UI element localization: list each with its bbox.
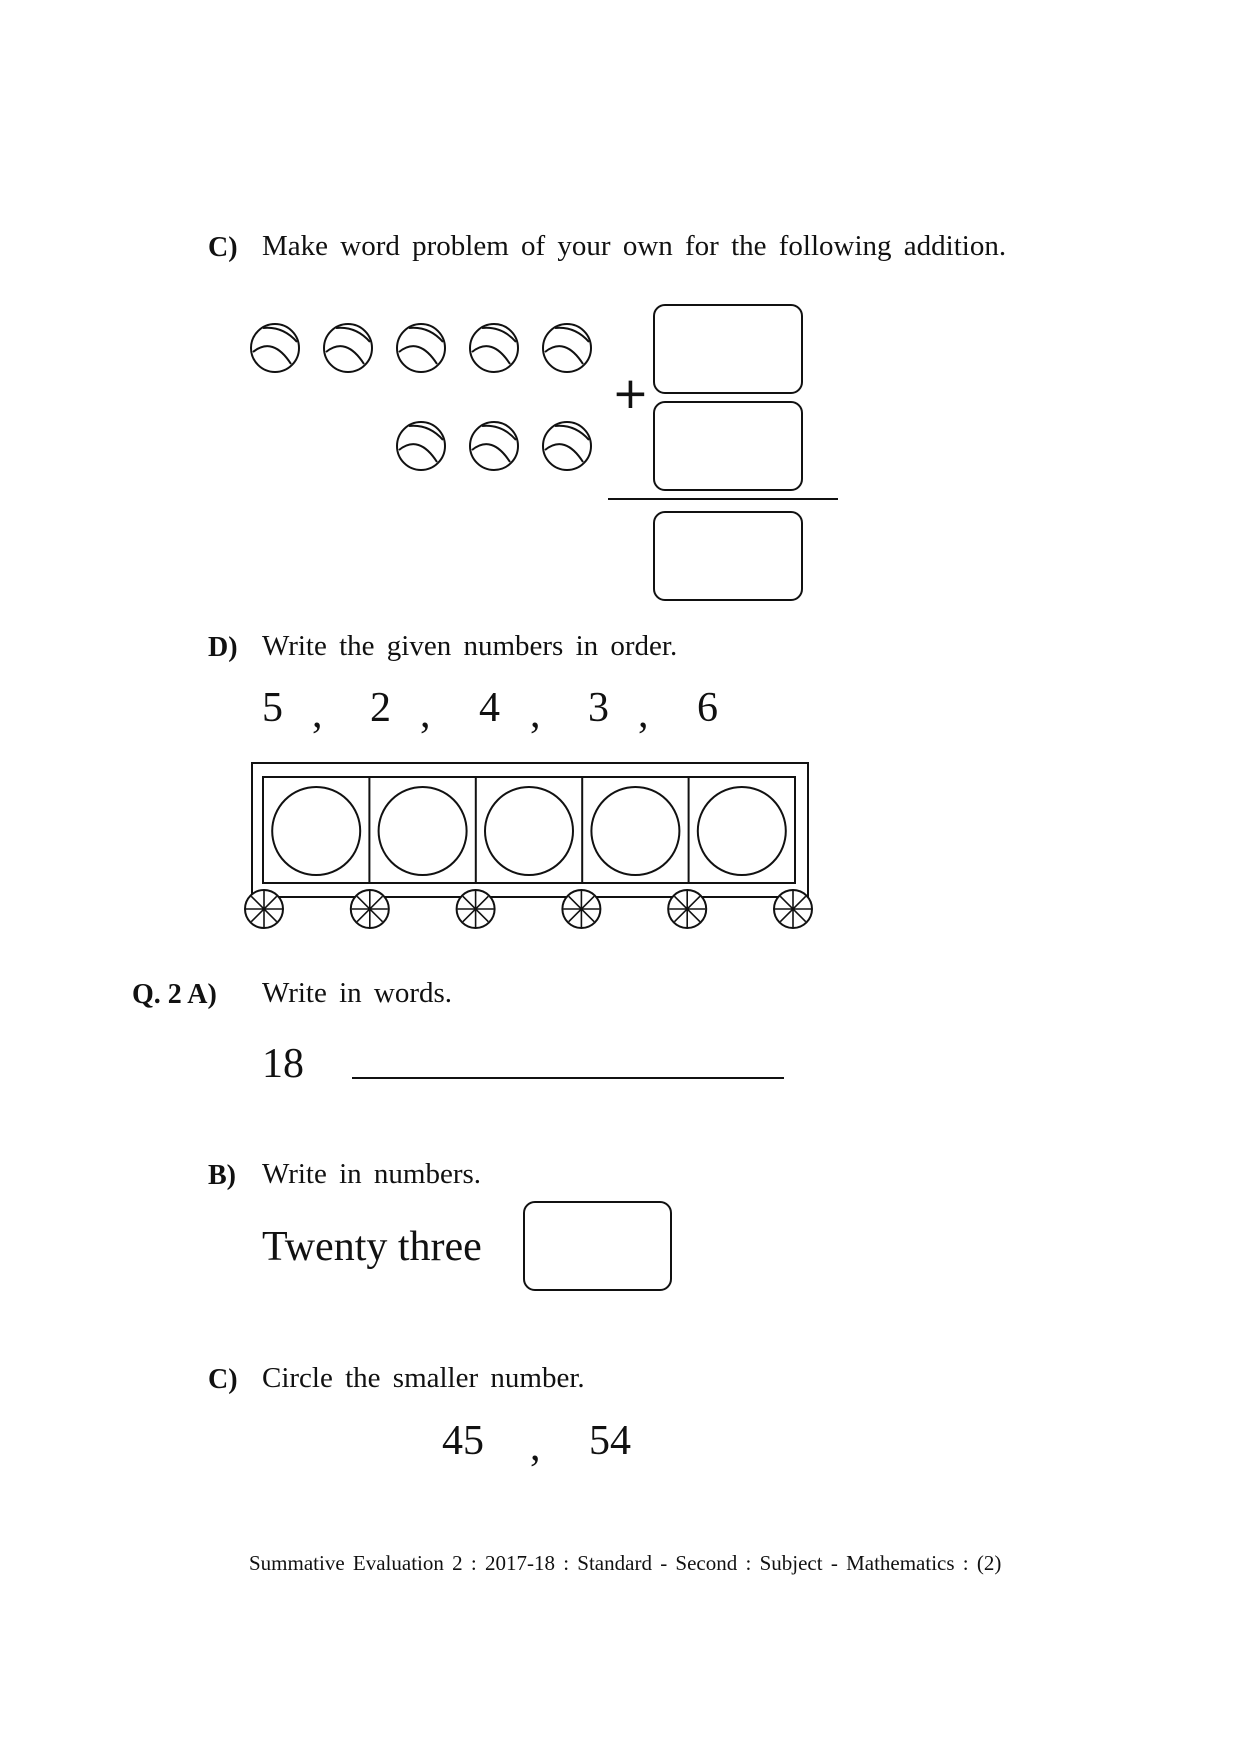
wheel-4 (562, 890, 600, 928)
plus-sign: + (612, 368, 649, 419)
compare-separator: , (530, 1424, 541, 1470)
q2b-question: Write in numbers. (262, 1158, 482, 1190)
order-answer-circle-5[interactable] (698, 787, 786, 875)
section-d-label: D) (208, 632, 238, 663)
order-separator-1: , (312, 691, 323, 737)
order-answer-circle-1[interactable] (272, 787, 360, 875)
order-answer-circle-4[interactable] (591, 787, 679, 875)
number-answer-box[interactable] (523, 1201, 672, 1291)
wheel-3 (457, 890, 495, 928)
wheel-5 (668, 890, 706, 928)
order-answer-circle-3[interactable] (485, 787, 573, 875)
q2b-label: B) (208, 1160, 236, 1191)
wheel-1 (245, 890, 283, 928)
page-footer: Summative Evaluation 2 : 2017-18 : Standard - Second : Subject - Mathematics : (2) (249, 1551, 1002, 1575)
q2a-number: 18 (262, 1041, 304, 1087)
order-number-3: 4 (479, 685, 500, 731)
order-number-5: 6 (697, 685, 718, 731)
order-number-2: 2 (370, 685, 391, 731)
q2-label: Q. 2 A) (132, 979, 217, 1010)
order-answer-circle-2[interactable] (379, 787, 467, 875)
q2c-label: C) (208, 1364, 238, 1395)
section-d-question: Write the given numbers in order. (262, 630, 678, 662)
q2b-words: Twenty three (262, 1224, 482, 1270)
compare-number-1[interactable]: 45 (442, 1418, 484, 1464)
q2c-question: Circle the smaller number. (262, 1362, 585, 1394)
compare-number-2[interactable]: 54 (589, 1418, 631, 1464)
q2a-question: Write in words. (262, 977, 453, 1009)
order-number-1: 5 (262, 685, 283, 731)
order-separator-4: , (638, 691, 649, 737)
order-separator-3: , (530, 691, 541, 737)
order-number-4: 3 (588, 685, 609, 731)
words-answer-line[interactable] (352, 1077, 784, 1079)
section-c-question: Make word problem of your own for the following addition. (262, 230, 1007, 262)
order-separator-2: , (420, 691, 431, 737)
section-c-label: C) (208, 232, 238, 263)
wheel-6 (774, 890, 812, 928)
wheel-2 (351, 890, 389, 928)
